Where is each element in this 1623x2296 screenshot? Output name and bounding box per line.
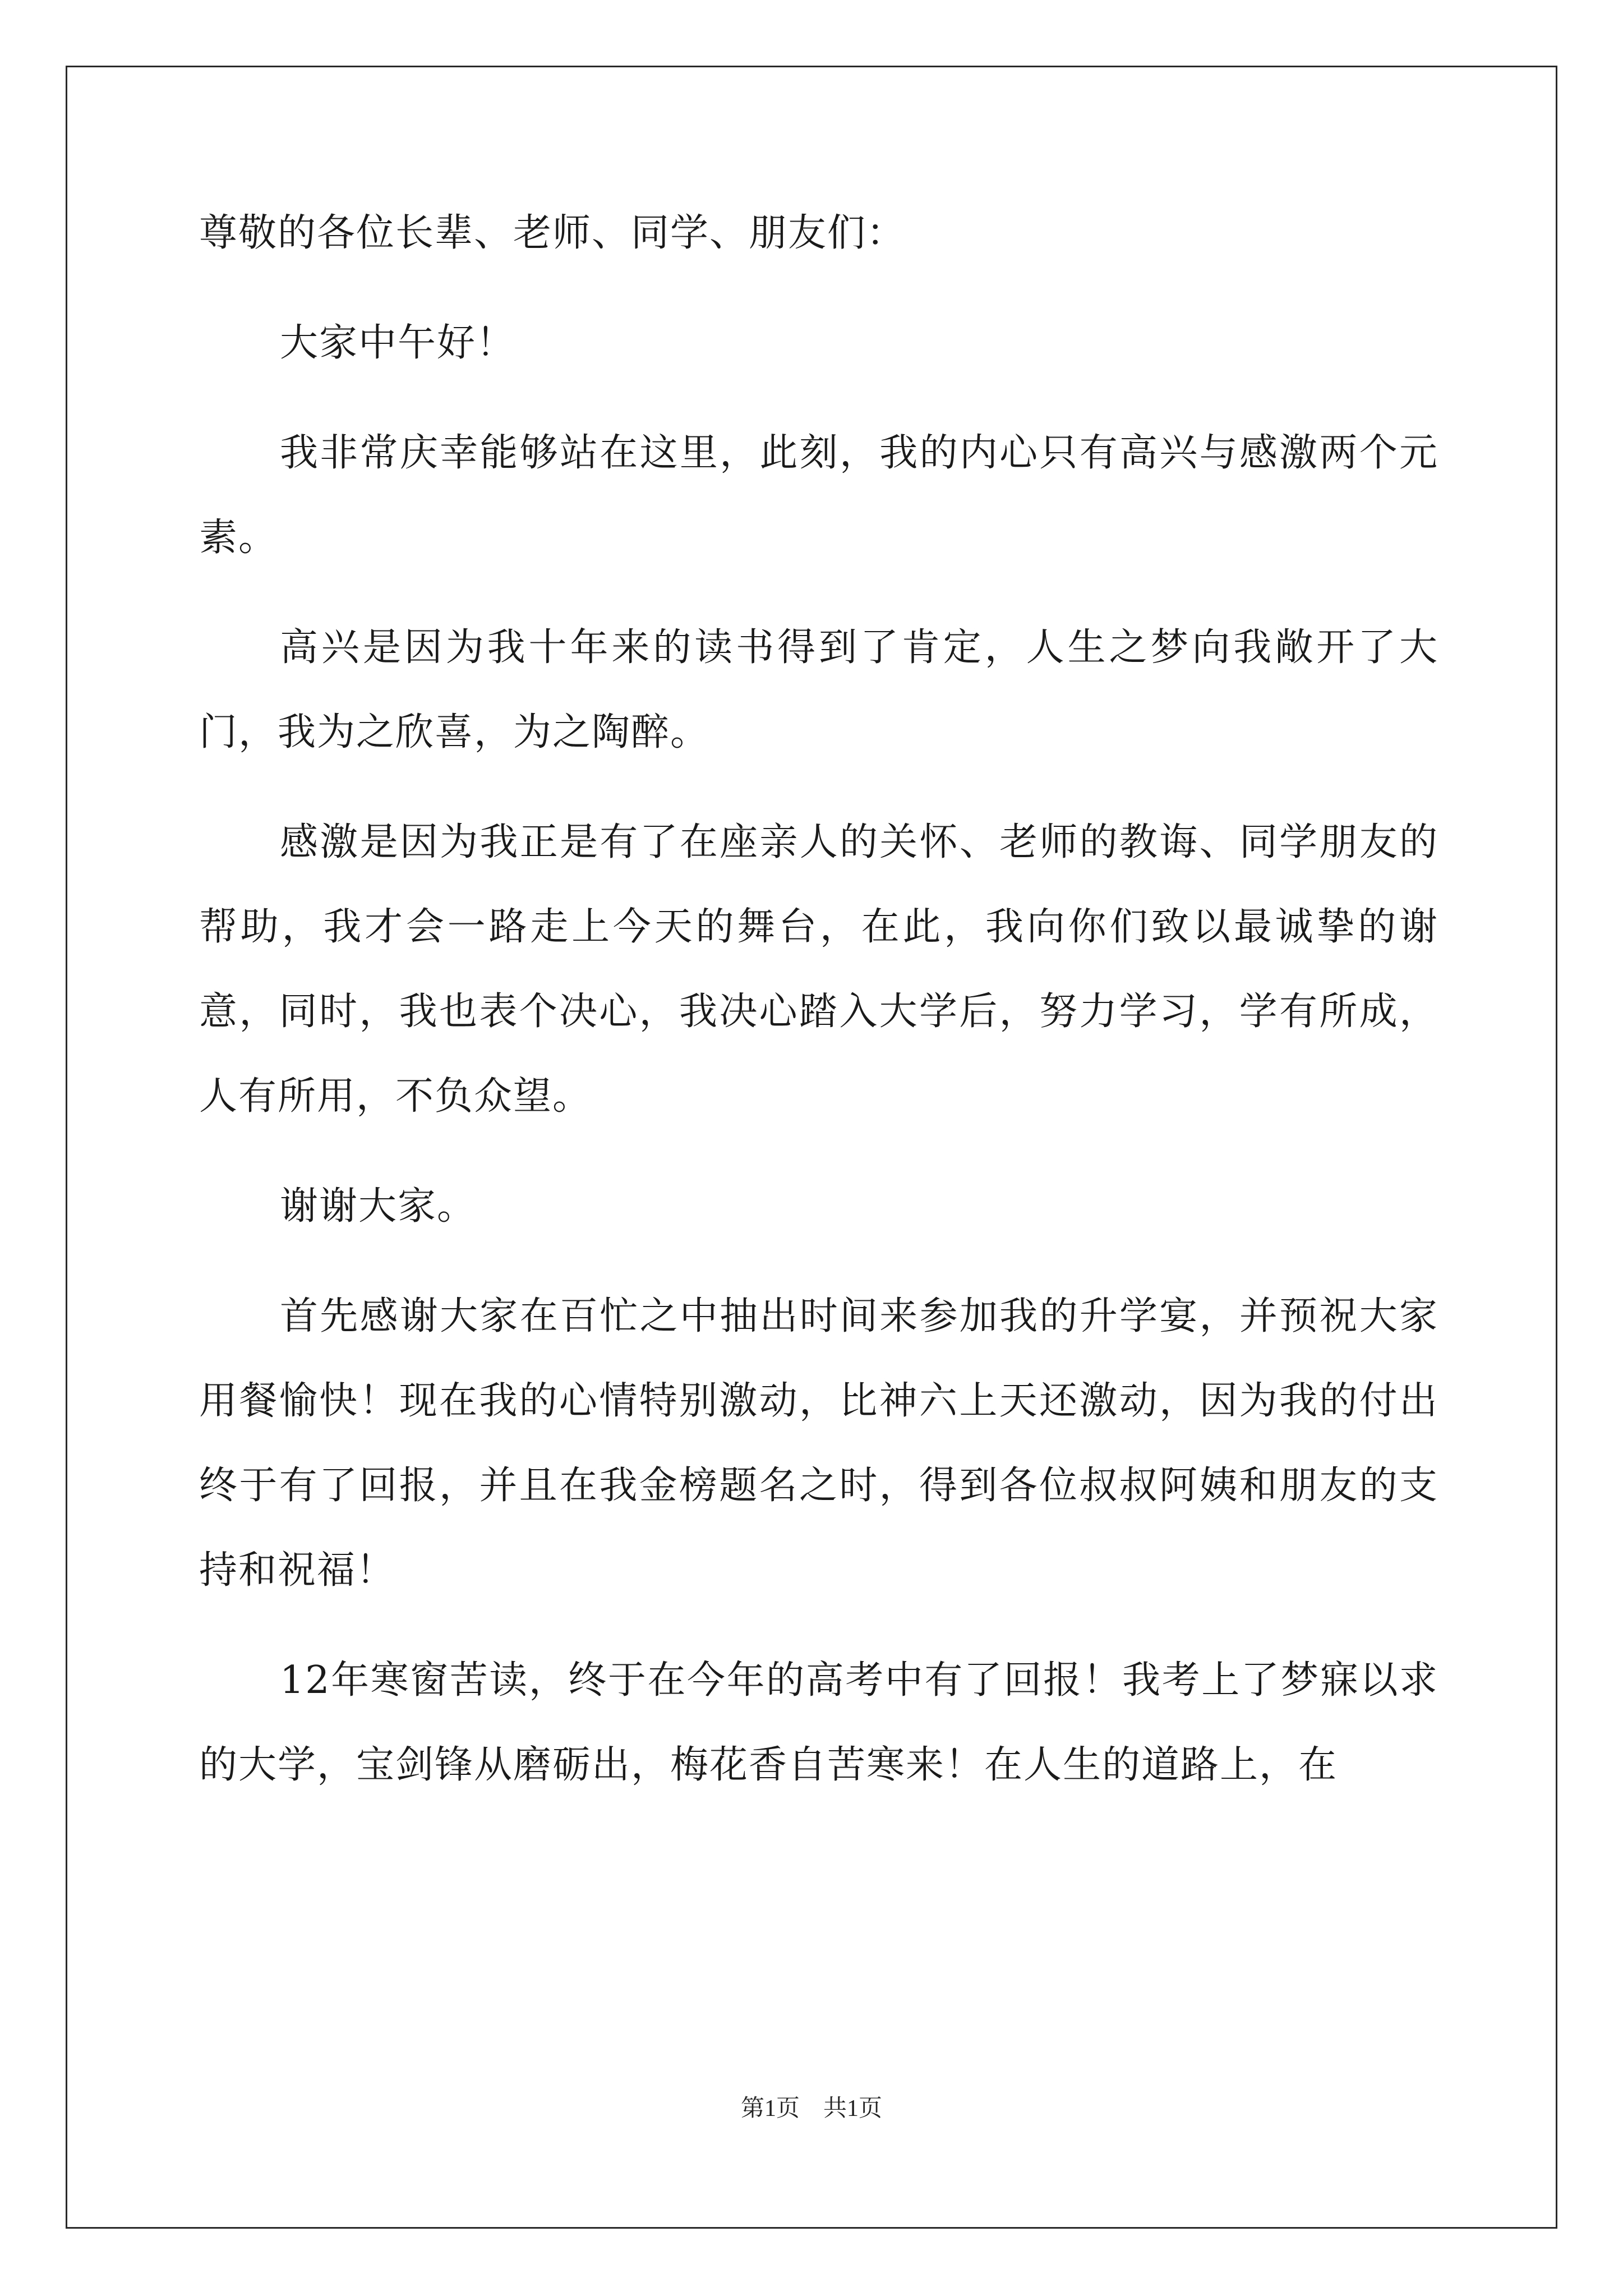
paragraph-greeting: 大家中午好！ xyxy=(280,321,516,365)
paragraph-joy: 高兴是因为我十年来的读书得到了肯定，人生之梦向我敞开了大门，我为之欣喜，为之陶醉。 xyxy=(199,625,1438,754)
paragraph-intro: 我非常庆幸能够站在这里，此刻，我的内心只有高兴与感激两个元素。 xyxy=(199,431,1438,560)
paragraph-gratitude: 感激是因为我正是有了在座亲人的关怀、老师的教诲、同学朋友的帮助，我才会一路走上今天的舞台，在此，我向你们致以最诚挚的谢意，同时，我也表个决心，我决心踏入大学后，努力学习，学有所成，人有所用，不负众望。 xyxy=(199,820,1438,1119)
paragraph-banquet: 首先感谢大家在百忙之中抽出时间来参加我的升学宴，并预祝大家用餐愉快！现在我的心情特别激动，比神六上天还激动，因为我的付出终于有了回报，并且在我金榜题名之时，得到各位叔叔阿姨和朋友的支持和祝福！ xyxy=(199,1294,1438,1593)
paragraph-thanks: 谢谢大家。 xyxy=(280,1184,477,1228)
salutation: 尊敬的各位长辈、老师、同学、朋友们： xyxy=(199,211,906,255)
paragraph-exam: 12年寒窗苦读，终于在今年的高考中有了回报！我考上了梦寐以求的大学，宝剑锋从磨砺出，梅花香自苦寒来！在人生的道路上，在 xyxy=(199,1658,1438,1787)
document-body xyxy=(199,191,1438,1833)
page-number-footer: 第1页 共1页 xyxy=(740,2096,882,2122)
